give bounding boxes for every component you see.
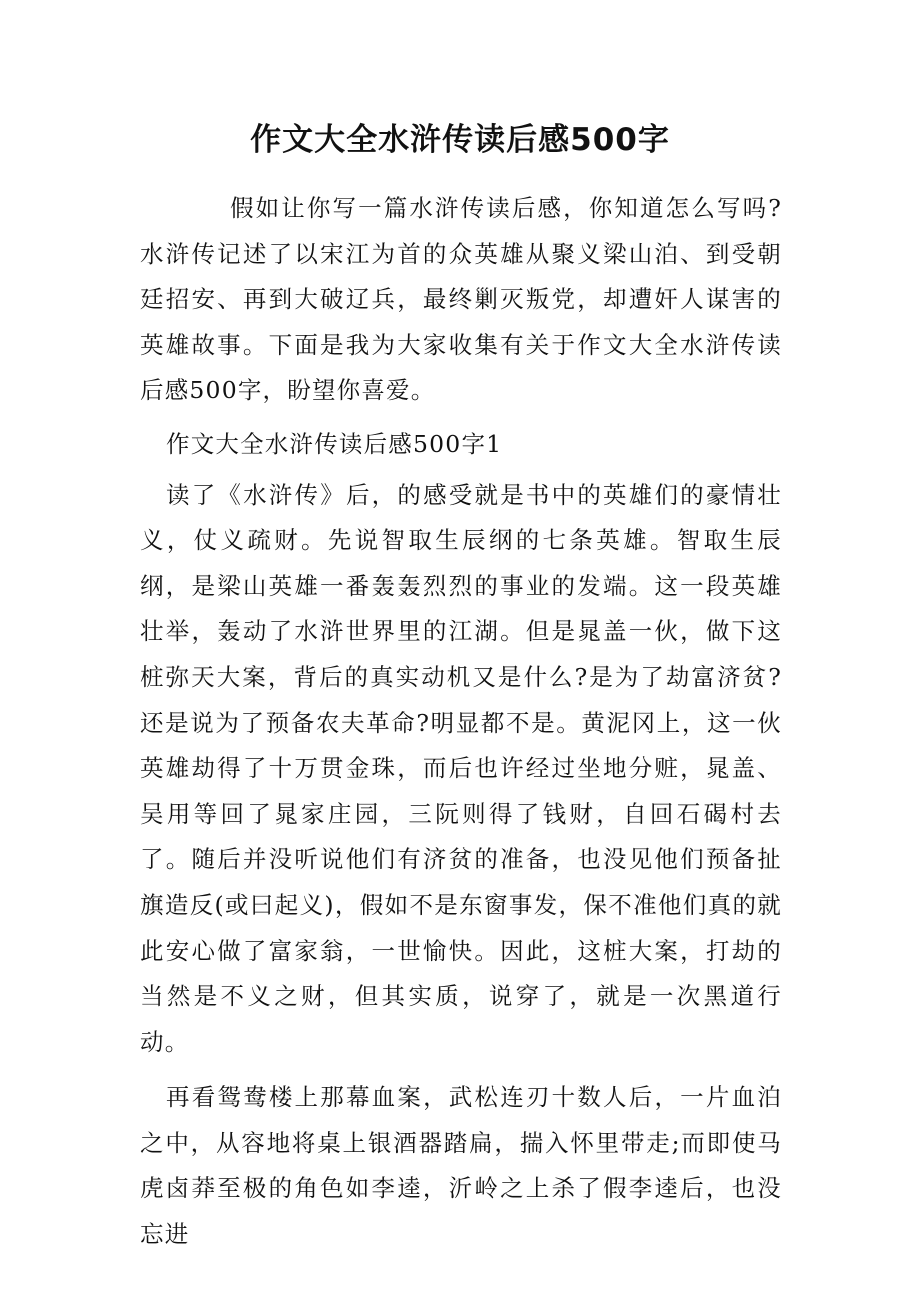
body-paragraph-1: 读了《水浒传》后，的感受就是书中的英雄们的豪情壮义，仗义疏财。先说智取生辰纲的七条英雄。智取生辰纲，是梁山英雄一番轰轰烈烈的事业的发端。这一段英雄壮举，轰动了水浒世界里的江湖。但是晁盖一伙，做下这桩弥天大案，背后的真实动机又是什么?是为了劫富济贫?还是说为了预备农夫革命?明显都不是。黄泥冈上，这一伙英雄劫得了十万贯金珠，而后也许经过坐地分赃，晁盖、吴用等回了晁家庄园，三阮则得了钱财，自回石碣村去了。随后并没听说他们有济贫的准备，也没见他们预备扯旗造反(或曰起义)，假如不是东窗事发，保不准他们真的就此安心做了富家翁，一世愉快。因此，这桩大案，打劫的当然是不义之财，但其实质，说穿了，就是一次黑道行动。: [140, 480, 782, 1056]
body-paragraph-2: 再看鸳鸯楼上那幕血案，武松连刃十数人后，一片血泊之中，从容地将桌上银酒器踏扁，揣入怀里带走;而即使马虎卤莽至极的角色如李逵，沂岭之上杀了假李逵后，也没忘进: [140, 1083, 782, 1249]
intro-paragraph: 假如让你写一篇水浒传读后感，你知道怎么写吗?水浒传记述了以宋江为首的众英雄从聚义梁山泊、到受朝廷招安、再到大破辽兵，最终剿灭叛党，却遭奸人谋害的英雄故事。下面是我为大家收集有关于作文大全水浒传读后感500字，盼望你喜爱。: [140, 194, 782, 405]
document-title: 作文大全水浒传读后感500字: [250, 122, 670, 158]
document-body: [140, 186, 782, 1258]
section-heading: 作文大全水浒传读后感500字1: [166, 429, 503, 458]
